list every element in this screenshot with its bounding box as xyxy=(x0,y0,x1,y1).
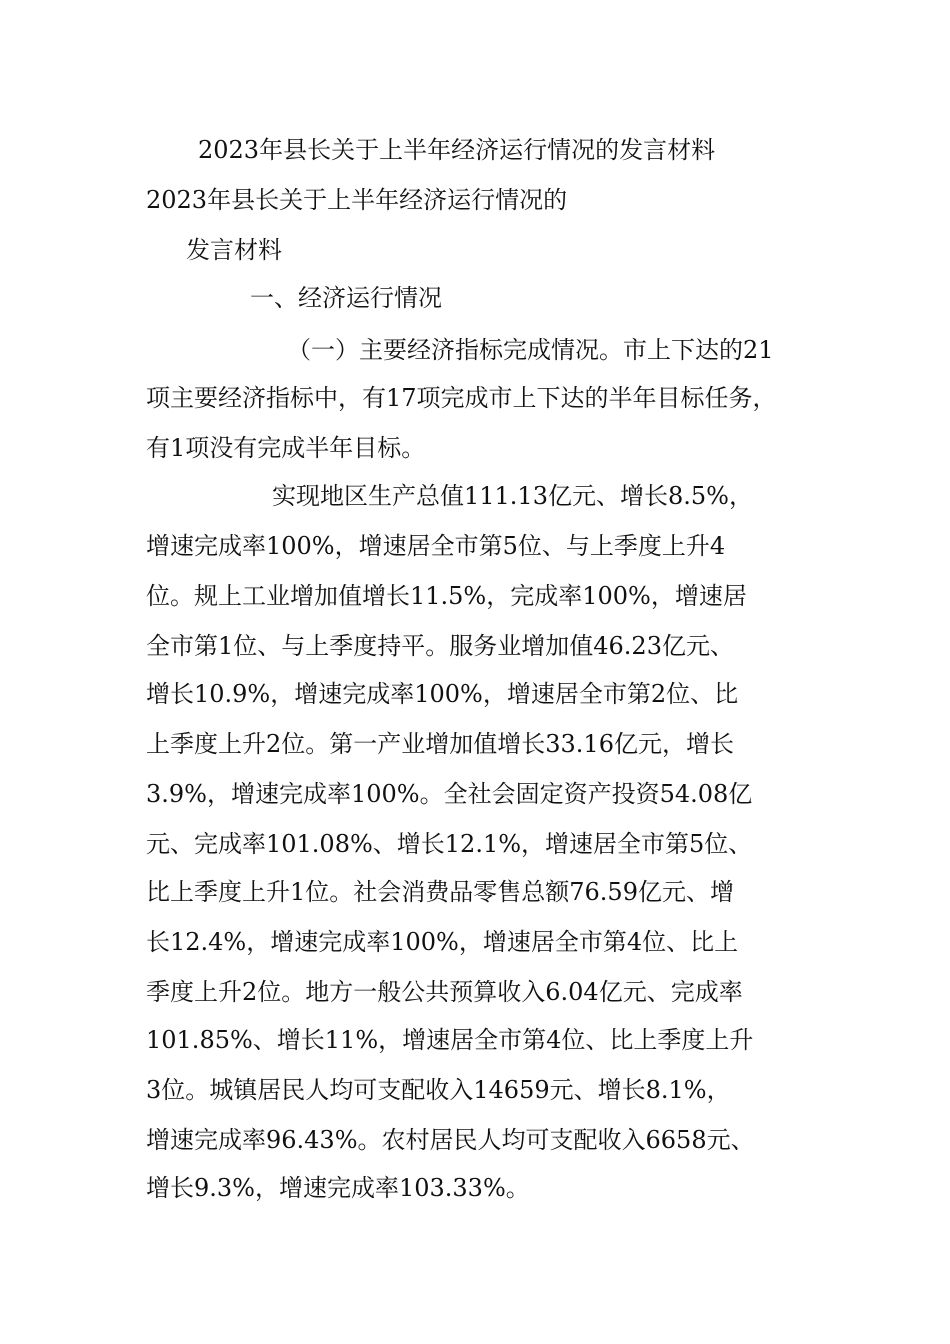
paragraph-2-line: 增长9.3%，增速完成率103.33%。 xyxy=(146,1174,530,1202)
subtitle-line-1: 2023年县长关于上半年经济运行情况的 xyxy=(146,186,568,214)
paragraph-2-line: 季度上升2位。地方一般公共预算收入6.04亿元、完成率 xyxy=(146,978,743,1006)
paragraph-2-line: 上季度上升2位。第一产业增加值增长33.16亿元，增长 xyxy=(146,730,734,758)
paragraph-2-line: 101.85%、增长11%，增速居全市第4位、比上季度上升 xyxy=(146,1026,754,1054)
paragraph-1-line: 项主要经济指标中，有17项完成市上下达的半年目标任务， xyxy=(146,384,777,412)
paragraph-2-line: 比上季度上升1位。社会消费品零售总额76.59亿元、增 xyxy=(146,878,734,906)
paragraph-2-line: 3.9%，增速完成率100%。全社会固定资产投资54.08亿 xyxy=(146,780,753,808)
paragraph-1-line: 有1项没有完成半年目标。 xyxy=(146,434,426,462)
paragraph-2-line: 增速完成率96.43%。农村居民人均可支配收入6658元、 xyxy=(146,1126,755,1154)
paragraph-2-line: 全市第1位、与上季度持平。服务业增加值46.23亿元、 xyxy=(146,632,734,660)
paragraph-2-line: 增速完成率100%，增速居全市第5位、与上季度上升4 xyxy=(146,532,726,560)
paragraph-2-line: 元、完成率101.08%、增长12.1%，增速居全市第5位、 xyxy=(146,830,753,858)
subtitle-line-2: 发言材料 xyxy=(186,236,282,264)
paragraph-2-line: 长12.4%，增速完成率100%，增速居全市第4位、比上 xyxy=(146,928,739,956)
paragraph-2-line: 3位。城镇居民人均可支配收入14659元、增长8.1%， xyxy=(146,1076,731,1104)
paragraph-2-line: 增长10.9%，增速完成率100%，增速居全市第2位、比 xyxy=(146,680,739,708)
document-title: 2023年县长关于上半年经济运行情况的发言材料 xyxy=(198,136,716,164)
paragraph-1-line: （一）主要经济指标完成情况。市上下达的21 xyxy=(287,336,774,364)
section-heading-1: 一、经济运行情况 xyxy=(250,284,442,312)
paragraph-2-line: 实现地区生产总值111.13亿元、增长8.5%， xyxy=(272,482,753,510)
paragraph-2-line: 位。规上工业增加值增长11.5%，完成率100%，增速居 xyxy=(146,582,747,610)
